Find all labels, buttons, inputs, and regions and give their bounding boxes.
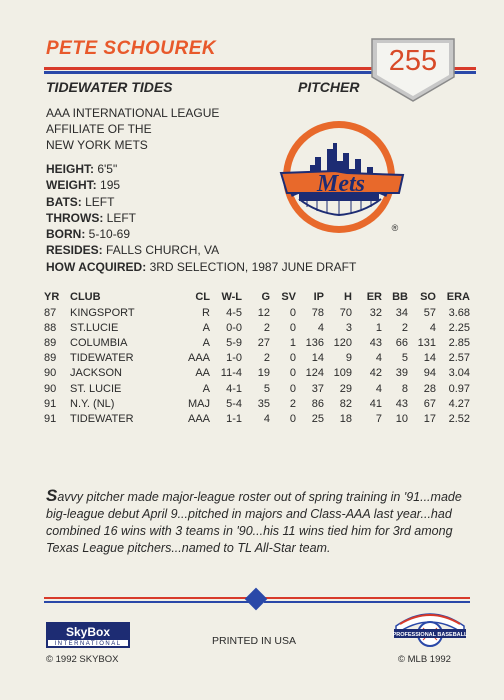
stats-cell-h: 109 [333,367,352,380]
stats-row [44,411,470,426]
stats-cell-sv: 0 [289,382,296,395]
stats-cell-club: ST. LUCIE [70,382,122,395]
stats-cell-so: 67 [423,397,436,410]
stats-cell-ip: 136 [305,336,324,349]
stats-cell-h: 9 [345,352,352,365]
stats-cell-so: 131 [417,336,436,349]
stats-cell-er: 7 [375,412,382,425]
bio-value: LEFT [85,194,115,209]
bio-value: 3RD SELECTION, 1987 JUNE DRAFT [149,259,357,274]
stats-cell-er: 4 [375,382,382,395]
stats-cell-era: 3.68 [448,306,470,319]
printed-in-usa: PRINTED IN USA [212,635,297,647]
col-h: H [344,291,352,303]
bio-label: THROWS: [46,210,104,225]
stats-cell-h: 82 [339,397,352,410]
stats-cell-g: 35 [257,397,270,410]
stats-cell-cl: MAJ [188,397,210,410]
stats-cell-g: 4 [263,412,270,425]
stats-cell-so: 57 [423,306,436,319]
stats-cell-er: 41 [369,397,382,410]
col-so: SO [420,291,436,303]
bio-label: BATS: [46,194,82,209]
stats-row [44,305,470,320]
stats-cell-ip: 25 [311,412,324,425]
col-club: CLUB [70,291,101,303]
team-name: TIDEWATER TIDES [46,79,173,95]
footer-rule-red-right [264,597,470,599]
stats-table [44,289,470,427]
stats-cell-sv: 0 [289,412,296,425]
stats-cell-era: 2.52 [448,412,470,425]
bio-value: 6'5" [97,162,118,176]
stats-cell-h: 3 [345,321,352,334]
stats-cell-bb: 10 [395,412,408,425]
stats-cell-ip: 4 [317,321,324,334]
stats-cell-wl: 5-4 [226,397,242,410]
stats-cell-bb: 34 [395,306,408,319]
stats-cell-wl: 5-9 [226,336,242,349]
stats-cell-er: 1 [375,321,382,334]
bio-label: RESIDES: [46,243,103,258]
stats-cell-cl: R [202,306,210,319]
bio-label: WEIGHT: [46,178,97,193]
stats-cell-so: 28 [423,382,436,395]
stats-row [44,335,470,350]
bio-value: 5-10-69 [88,227,131,242]
bio-label: HOW ACQUIRED: [46,259,147,274]
stats-cell-yr: 87 [44,306,57,319]
stats-cell-g: 19 [257,367,270,380]
col-wl: W-L [221,291,242,303]
stats-cell-ip: 14 [311,352,324,365]
skybox-logo-subtext: INTERNATIONAL [54,641,122,647]
stats-cell-wl: 1-1 [226,412,242,425]
stats-cell-era: 3.04 [448,367,470,380]
col-cl: CL [195,291,210,303]
bio-value: 195 [100,178,121,193]
stats-cell-yr: 91 [44,397,57,410]
stats-cell-yr: 89 [44,352,57,365]
stats-cell-ip: 124 [305,367,324,380]
stats-cell-bb: 39 [395,367,408,380]
stats-cell-h: 120 [333,336,352,349]
stats-cell-bb: 43 [395,397,408,410]
stats-cell-club: COLUMBIA [70,336,128,349]
stats-cell-er: 43 [369,336,382,349]
player-blurb [46,487,466,557]
stats-cell-so: 94 [423,367,436,380]
stats-cell-h: 70 [339,306,352,319]
stats-cell-era: 2.57 [448,352,470,365]
svg-text:PROFESSIONAL BASEBALL: PROFESSIONAL BASEBALL [392,632,468,638]
stats-cell-bb: 2 [401,321,408,334]
stats-cell-sv: 1 [289,336,296,349]
col-sv: SV [281,291,296,303]
stats-cell-ip: 37 [311,382,324,395]
col-ip: IP [313,291,324,303]
stats-cell-so: 17 [423,412,436,425]
stats-cell-cl: A [202,321,210,334]
stats-cell-yr: 91 [44,412,57,425]
stats-cell-club: TIDEWATER [70,412,134,425]
bio-row [46,242,356,258]
stats-row [44,381,470,396]
col-era: ERA [446,291,470,303]
stats-cell-ip: 86 [311,397,324,410]
col-er: ER [366,291,382,303]
stats-cell-er: 4 [375,352,382,365]
stats-cell-wl: 4-1 [226,382,242,395]
stats-cell-wl: 1-0 [226,352,242,365]
stats-cell-era: 2.25 [448,321,470,334]
blurb-dropcap: S [46,486,58,505]
stats-cell-club: TIDEWATER [70,352,134,365]
stats-cell-bb: 5 [401,352,408,365]
stats-cell-h: 29 [339,382,352,395]
stats-cell-sv: 0 [289,367,296,380]
stats-header-row [44,289,470,305]
stats-cell-yr: 89 [44,336,57,349]
stats-cell-so: 4 [429,321,436,334]
stats-cell-g: 5 [263,382,270,395]
stats-cell-club: ST.LUCIE [70,321,119,334]
stats-cell-er: 42 [369,367,382,380]
stats-cell-sv: 0 [289,306,296,319]
stats-cell-g: 12 [257,306,270,319]
card-number: 255 [388,45,438,77]
bio-row [46,259,356,275]
stats-cell-bb: 8 [401,382,408,395]
bio-value: LEFT [106,210,137,225]
stats-row [44,320,470,335]
stats-cell-cl: A [202,382,210,395]
stats-cell-era: 4.27 [448,397,470,410]
stats-cell-club: N.Y. (NL) [70,397,115,410]
stats-cell-ip: 78 [311,306,324,319]
col-g: G [261,291,270,303]
stats-cell-era: 2.85 [448,336,470,349]
stats-row [44,396,470,411]
stats-cell-bb: 66 [395,336,408,349]
affiliation-line: AFFILIATE OF THE [46,122,152,136]
mets-logo-icon [277,115,407,240]
header-rule-red [44,67,374,70]
bio-value: FALLS CHURCH, VA [106,243,220,258]
stats-cell-cl: A [202,336,210,349]
svg-text:Mets: Mets [317,171,365,197]
affiliation-line: AAA INTERNATIONAL LEAGUE [46,106,220,120]
stats-cell-so: 14 [423,352,436,365]
stats-cell-sv: 0 [289,352,296,365]
skybox-logo [46,622,130,648]
stats-row [44,366,470,381]
diamond-icon [245,588,268,611]
stats-cell-h: 18 [339,412,352,425]
stats-cell-sv: 2 [289,397,296,410]
stats-cell-yr: 90 [44,382,57,395]
stats-cell-yr: 88 [44,321,57,334]
blurb-text: avvy pitcher made major-league roster out of spring training in '91...made big-league debut April 9...pitched in majors and Class-AAA last year...had combined 16 wins with 3 teams in '90...his 11 wins tied him for 3rd among Texas League pitchers...named to TL All-Star team. [46,490,462,555]
col-yr: YR [44,291,60,303]
player-name: PETE SCHOUREK [46,38,217,59]
bio-label: BORN: [46,227,86,242]
stats-cell-era: 0.97 [448,382,470,395]
player-position: PITCHER [298,79,360,95]
stats-row [44,351,470,366]
footer-rule-blue [44,601,254,603]
stats-cell-g: 2 [263,352,270,365]
footer-rule-blue-right [264,601,470,603]
stats-cell-cl: AA [195,367,210,380]
stats-cell-wl: 11-4 [220,367,242,380]
stats-cell-cl: AAA [187,412,210,425]
stats-cell-club: JACKSON [70,367,122,380]
stats-cell-yr: 90 [44,367,57,380]
affiliation [46,105,246,153]
stats-cell-cl: AAA [187,352,210,365]
stats-cell-wl: 4-5 [226,306,242,319]
stats-cell-wl: 0-0 [226,321,242,334]
stats-cell-g: 27 [257,336,270,349]
stats-cell-club: KINGSPORT [70,306,135,319]
footer-rule-red [44,597,254,599]
affiliation-line: NEW YORK METS [46,138,148,152]
svg-text:®: ® [391,223,399,233]
col-bb: BB [392,291,408,303]
copyright-mlb: © MLB 1992 [398,654,451,665]
professional-baseball-logo-icon [390,604,470,652]
copyright-skybox: © 1992 SKYBOX [46,654,119,665]
skybox-logo-text: SkyBox [48,624,128,640]
bio-label: HEIGHT: [46,162,94,176]
header-rule-blue [44,71,374,74]
stats-cell-er: 32 [369,306,382,319]
stats-cell-sv: 0 [289,321,296,334]
stats-cell-g: 2 [263,321,270,334]
